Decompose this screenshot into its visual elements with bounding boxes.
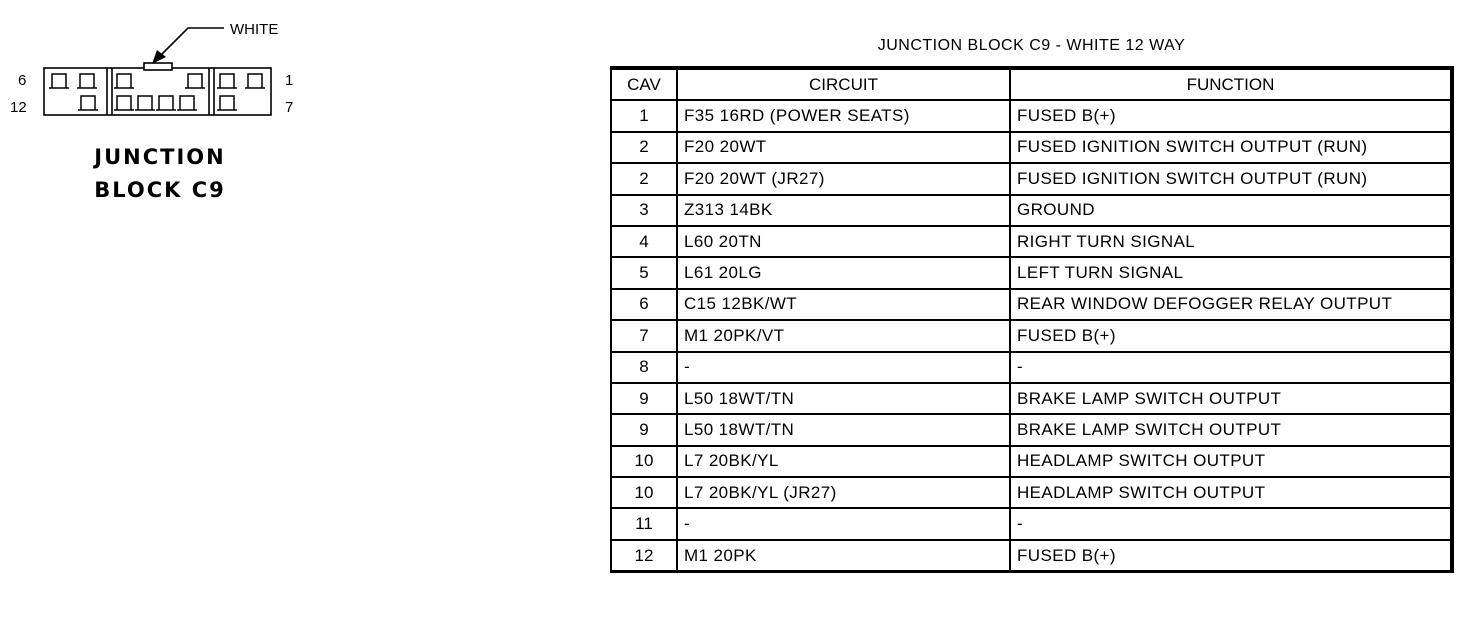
table-row	[611, 195, 1452, 226]
table-row	[611, 414, 1452, 445]
function-cell: -	[1010, 508, 1452, 539]
cav-cell: 4	[611, 226, 677, 257]
function-cell: RIGHT TURN SIGNAL	[1010, 226, 1452, 257]
connector-housing	[44, 68, 271, 115]
circuit-cell: L50 18WT/TN	[677, 383, 1010, 414]
table-row	[611, 352, 1452, 383]
table-row	[611, 540, 1452, 572]
circuit-cell: M1 20PK	[677, 540, 1010, 572]
cavity-terminals	[49, 74, 265, 110]
header-circuit: CIRCUIT	[677, 68, 1010, 100]
function-cell: HEADLAMP SWITCH OUTPUT	[1010, 446, 1452, 477]
cav-cell: 8	[611, 352, 677, 383]
table-row	[611, 446, 1452, 477]
function-cell: BRAKE LAMP SWITCH OUTPUT	[1010, 383, 1452, 414]
circuit-cell: L7 20BK/YL	[677, 446, 1010, 477]
cav-cell: 9	[611, 414, 677, 445]
connector-diagram	[0, 0, 330, 140]
callout-leader	[160, 28, 224, 56]
circuit-cell: F20 20WT (JR27)	[677, 163, 1010, 194]
circuit-cell: C15 12BK/WT	[677, 289, 1010, 320]
circuit-cell: L7 20BK/YL (JR27)	[677, 477, 1010, 508]
circuit-cell: Z313 14BK	[677, 195, 1010, 226]
pin-label-bottom-left: 12	[10, 99, 27, 116]
circuit-cell: L50 18WT/TN	[677, 414, 1010, 445]
function-cell: FUSED B(+)	[1010, 100, 1452, 131]
circuit-cell: L61 20LG	[677, 257, 1010, 288]
cav-cell: 12	[611, 540, 677, 572]
pin-label-top-right: 1	[285, 72, 294, 89]
table-row	[611, 226, 1452, 257]
table-row	[611, 132, 1452, 163]
circuit-cell: L60 20TN	[677, 226, 1010, 257]
cav-cell: 11	[611, 508, 677, 539]
pin-label-top-left: 6	[18, 72, 27, 89]
function-cell: FUSED B(+)	[1010, 320, 1452, 351]
table-row	[611, 477, 1452, 508]
table-row	[611, 383, 1452, 414]
function-cell: LEFT TURN SIGNAL	[1010, 257, 1452, 288]
table-header-row	[611, 68, 1452, 100]
cav-cell: 1	[611, 100, 677, 131]
table-row	[611, 163, 1452, 194]
cav-cell: 6	[611, 289, 677, 320]
table-row	[611, 320, 1452, 351]
table-row	[611, 289, 1452, 320]
function-cell: BRAKE LAMP SWITCH OUTPUT	[1010, 414, 1452, 445]
table-title: JUNCTION BLOCK C9 - WHITE 12 WAY	[877, 37, 1186, 54]
cav-cell: 9	[611, 383, 677, 414]
table-row	[611, 257, 1452, 288]
circuit-cell: -	[677, 508, 1010, 539]
circuit-cell: M1 20PK/VT	[677, 320, 1010, 351]
function-cell: -	[1010, 352, 1452, 383]
cav-cell: 10	[611, 446, 677, 477]
function-cell: FUSED B(+)	[1010, 540, 1452, 572]
function-cell: REAR WINDOW DEFOGGER RELAY OUTPUT	[1010, 289, 1452, 320]
table-row	[611, 100, 1452, 131]
connector-title-line1: JUNCTION	[94, 145, 226, 169]
function-cell: GROUND	[1010, 195, 1452, 226]
cav-cell: 2	[611, 132, 677, 163]
circuit-cell: F35 16RD (POWER SEATS)	[677, 100, 1010, 131]
circuit-cell: -	[677, 352, 1010, 383]
function-cell: FUSED IGNITION SWITCH OUTPUT (RUN)	[1010, 163, 1452, 194]
callout-label-white: WHITE	[230, 21, 279, 38]
cav-cell: 3	[611, 195, 677, 226]
connector-title-line2: BLOCK C9	[94, 178, 226, 202]
cav-cell: 2	[611, 163, 677, 194]
cav-cell: 10	[611, 477, 677, 508]
pin-label-bottom-right: 7	[285, 99, 294, 116]
function-cell: HEADLAMP SWITCH OUTPUT	[1010, 477, 1452, 508]
latch-tab	[144, 63, 172, 70]
function-cell: FUSED IGNITION SWITCH OUTPUT (RUN)	[1010, 132, 1452, 163]
pinout-table	[610, 66, 1454, 573]
header-cav: CAV	[611, 68, 677, 100]
cav-cell: 5	[611, 257, 677, 288]
header-function: FUNCTION	[1010, 68, 1452, 100]
cav-cell: 7	[611, 320, 677, 351]
circuit-cell: F20 20WT	[677, 132, 1010, 163]
table-row	[611, 508, 1452, 539]
